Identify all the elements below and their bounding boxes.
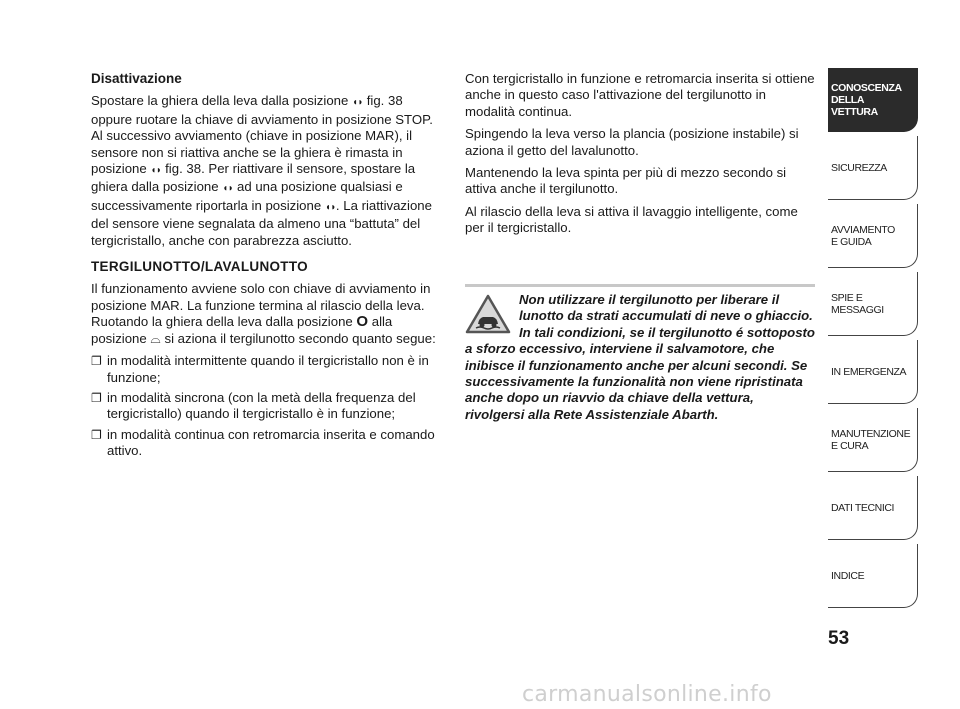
tab-conoscenza-della-vettura[interactable]: CONOSCENZA DELLA VETTURA — [828, 68, 918, 132]
tab-spie-e-messaggi[interactable]: SPIE E MESSAGGI — [828, 272, 918, 336]
sensor-position-symbol: ◖◗ — [150, 165, 162, 177]
tab-manutenzione-e-cura[interactable]: MANUTENZIONE E CURA — [828, 408, 918, 472]
subheading-disattivazione: Disattivazione — [91, 71, 182, 86]
off-position-symbol: O — [356, 313, 369, 331]
left-column — [91, 71, 443, 464]
tab-avviamento-e-guida[interactable]: AVVIAMENTO E GUIDA — [828, 204, 918, 268]
paragraph-disattivazione: Spostare la ghiera della leva dalla posizione ◖◗ fig. 38 oppure ruotare la chiave di avviamento in posizione STOP. Al successivo avviamento (chiave in posizione MAR), il sensore non si riattiva anche se la ghiera è rimasta in posizione ◖◗ fig. 38. Per riattivare il sensore, spostare la ghiera dalla posizione ◖◗ ad una posizione qualsiasi e successivamente riportarla in posizione ◖◗. La riattivazione del sensore viene segnalata da almeno una “battuta” del tergicristallo, anche con parabrezza asciutto. — [91, 93, 433, 248]
right-column — [465, 71, 815, 243]
warning-car-icon — [465, 294, 511, 334]
warning-text: Non utilizzare il tergilunotto per liberare il lunotto da strati accumulati di neve o ghiaccio. In tali condizioni, se il tergilunotto é sottoposto a sforzo eccessivo, interviene il salvamotore, che inibisce il funzionamento anche per alcuni secondi. Se successivamente la funzionalità non viene ripristinata anche dopo un riavvio da chiave della vettura, rivolgersi alla Rete Assistenziale Abarth. — [465, 292, 815, 422]
tab-indice[interactable]: INDICE — [828, 544, 918, 608]
checkbox-bullet-icon: ❐ — [91, 390, 102, 405]
chapter-tabs — [828, 68, 918, 612]
sensor-position-symbol: ◖◗ — [222, 183, 234, 195]
paragraph: Mantenendo la leva spinta per più di mezzo secondo si attiva anche il tergilunotto. — [465, 165, 787, 197]
sensor-position-symbol: ◖◗ — [352, 97, 364, 109]
list-item: ❐ in modalità continua con retromarcia inserita e comando attivo. — [91, 426, 435, 459]
watermark: carmanualsonline.info — [522, 682, 772, 707]
sensor-position-symbol: ◖◗ — [324, 201, 336, 213]
tab-in-emergenza[interactable]: IN EMERGENZA — [828, 340, 918, 404]
page-number: 53 — [828, 628, 850, 649]
list-item: ❐ in modalità sincrona (con la metà della frequenza del tergicristallo) quando il tergicristallo è in funzione; — [91, 389, 416, 422]
paragraph-tergilunotto: Il funzionamento avviene solo con chiave di avviamento in posizione MAR. La funzione termina al rilascio della leva. Ruotando la ghiera della leva dalla posizione O alla posizione ⌓ si aziona il tergilunotto secondo quanto segue: — [91, 281, 436, 346]
paragraph: Con tergicristallo in funzione e retromarcia inserita si ottiene anche in questo caso l'attivazione del tergilunotto in modalità continua. — [465, 71, 815, 119]
list-item: ❐ in modalità intermittente quando il tergicristallo non è in funzione; — [91, 353, 429, 385]
checkbox-bullet-icon: ❐ — [91, 354, 102, 369]
rear-wiper-symbol: ⌓ — [150, 330, 161, 346]
section-title: TERGILUNOTTO/LAVALUNOTTO — [91, 259, 308, 275]
tab-sicurezza[interactable]: SICUREZZA — [828, 136, 918, 200]
warning-box — [465, 292, 815, 423]
warning-divider — [465, 284, 815, 287]
tab-dati-tecnici[interactable]: DATI TECNICI — [828, 476, 918, 540]
checkbox-bullet-icon: ❐ — [91, 427, 102, 442]
paragraph: Spingendo la leva verso la plancia (posizione instabile) si aziona il getto del lavalunotto. — [465, 126, 799, 158]
paragraph: Al rilascio della leva si attiva il lavaggio intelligente, come per il tergicristallo. — [465, 203, 798, 236]
bullet-list — [91, 353, 443, 459]
